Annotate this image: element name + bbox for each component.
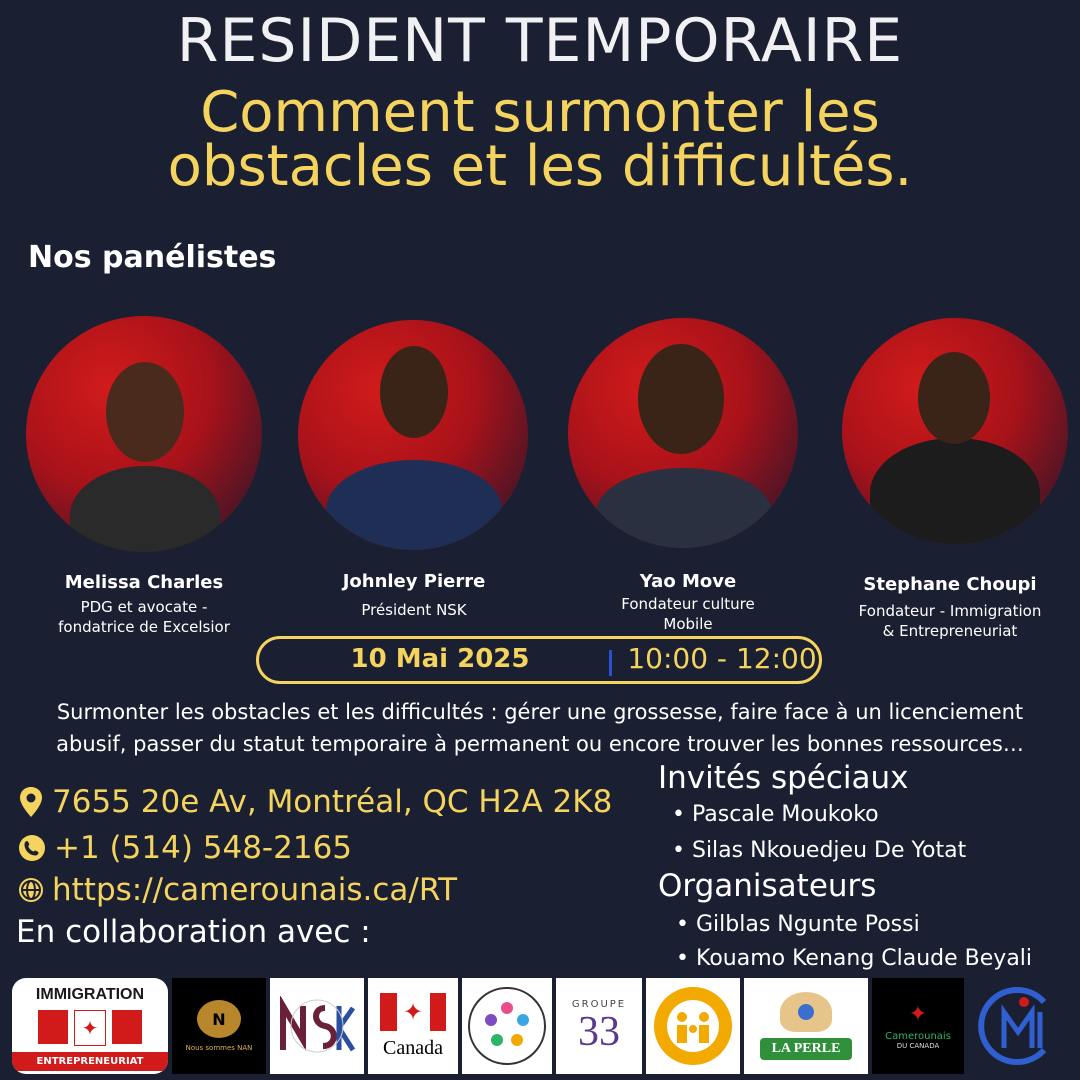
event-date: 10 Mai 2025 bbox=[350, 644, 530, 674]
organizer-item: • Gilblas Ngunte Possi bbox=[676, 912, 920, 937]
la-perle-logo: LA PERLE bbox=[744, 978, 868, 1074]
pill-divider bbox=[609, 650, 612, 676]
phone-link[interactable]: +1 (514) 548-2165 bbox=[54, 830, 353, 866]
subtitle-line-1: Comment surmonter les bbox=[200, 80, 880, 145]
event-subtitle bbox=[0, 80, 1080, 199]
groupe-33-logo: GROUPE 33 bbox=[556, 978, 642, 1074]
pearl-shell-icon bbox=[780, 992, 832, 1032]
panelist-name: Yao Move bbox=[639, 571, 737, 592]
nsk-emblem-icon bbox=[277, 996, 357, 1056]
event-time: 10:00 - 12:00 bbox=[627, 642, 817, 675]
panelist-name: Melissa Charles bbox=[64, 572, 224, 593]
person-silhouette bbox=[870, 438, 1040, 544]
panelist-card-yao bbox=[568, 571, 808, 634]
website-link[interactable]: https://camerounais.ca/RT bbox=[52, 872, 458, 908]
collaboration-label: En collaboration avec : bbox=[16, 914, 371, 950]
panelist-name: Johnley Pierre bbox=[342, 571, 486, 592]
phone-icon bbox=[18, 834, 46, 862]
person-head bbox=[638, 344, 724, 454]
description-line-2: abusif, passer du statut temporaire à permanent ou encore trouver les bonnes ressources… bbox=[56, 732, 1024, 756]
panelist-name: Stephane Choupi bbox=[863, 574, 1037, 595]
maple-leaf-icon: ✦ bbox=[908, 1002, 928, 1027]
centre-communautaire-logo bbox=[646, 978, 740, 1074]
camerounais-du-canada-logo: ✦ Camerounais DU CANADA bbox=[872, 978, 964, 1074]
canada-logo: ✦ Canada bbox=[368, 978, 458, 1074]
panelist-photo-johnley bbox=[298, 320, 528, 550]
event-title: RESIDENT TEMPORAIRE bbox=[176, 6, 904, 76]
panelist-role-line: Président NSK bbox=[361, 601, 467, 619]
community-people-icon bbox=[467, 986, 547, 1066]
panelist-role-line: Fondateur - Immigration bbox=[858, 602, 1042, 620]
cml-emblem-icon bbox=[974, 982, 1062, 1070]
lion-crest-icon: N bbox=[197, 1000, 241, 1038]
person-head bbox=[918, 352, 990, 444]
person-silhouette bbox=[326, 460, 502, 550]
nsk-nan-logo: N Nous sommes NAN bbox=[172, 978, 266, 1074]
globe-icon bbox=[18, 877, 44, 903]
cml-monogram-logo bbox=[968, 978, 1068, 1074]
regroupement-organisations-logo bbox=[462, 978, 552, 1074]
subtitle-line-2: obstacles et les difficultés. bbox=[167, 134, 913, 199]
person-head bbox=[106, 362, 184, 462]
panelist-role-line: fondatrice de Excelsior bbox=[58, 618, 230, 636]
panelist-photo-melissa bbox=[26, 316, 262, 552]
panelist-photo-yao bbox=[568, 318, 798, 548]
panelist-card-stephane bbox=[830, 574, 1070, 641]
organizer-item: • Kouamo Kenang Claude Beyali bbox=[676, 946, 1033, 971]
organizers-heading: Organisateurs bbox=[658, 868, 877, 904]
panelist-photo-stephane bbox=[842, 318, 1068, 544]
guest-item: • Pascale Moukoko bbox=[672, 802, 879, 827]
maple-leaf-flag-icon: ✦ bbox=[38, 1010, 142, 1046]
location-pin-icon bbox=[18, 786, 44, 818]
panelists-heading: Nos panélistes bbox=[28, 240, 277, 275]
event-description bbox=[20, 696, 1060, 760]
guest-item: • Silas Nkouedjeu De Yotat bbox=[672, 838, 967, 863]
family-circle-icon bbox=[652, 985, 734, 1067]
nsk-logo bbox=[270, 978, 364, 1074]
person-head bbox=[380, 346, 448, 438]
canada-flag-icon: ✦ bbox=[380, 993, 446, 1031]
panelist-role-line: PDG et avocate - bbox=[80, 598, 208, 616]
panelist-card-melissa bbox=[24, 572, 264, 637]
panelist-role-line: Mobile bbox=[663, 615, 713, 633]
description-line-1: Surmonter les obstacles et les difficultés : gérer une grossesse, faire face à un licenciement bbox=[56, 700, 1024, 724]
website-row bbox=[18, 872, 457, 908]
guests-heading: Invités spéciaux bbox=[658, 760, 909, 796]
panelist-role-line: & Entrepreneuriat bbox=[882, 622, 1018, 640]
address-text: 7655 20e Av, Montréal, QC H2A 2K8 bbox=[52, 784, 613, 820]
person-silhouette bbox=[70, 466, 220, 552]
immigration-entrepreneuriat-logo: IMMIGRATION ✦ ENTREPRENEURIAT bbox=[12, 978, 168, 1074]
phone-row bbox=[18, 830, 352, 866]
person-silhouette bbox=[596, 468, 772, 548]
panelist-card-johnley bbox=[294, 571, 534, 620]
panelist-role-line: Fondateur culture bbox=[621, 595, 755, 613]
address-row bbox=[18, 784, 612, 820]
